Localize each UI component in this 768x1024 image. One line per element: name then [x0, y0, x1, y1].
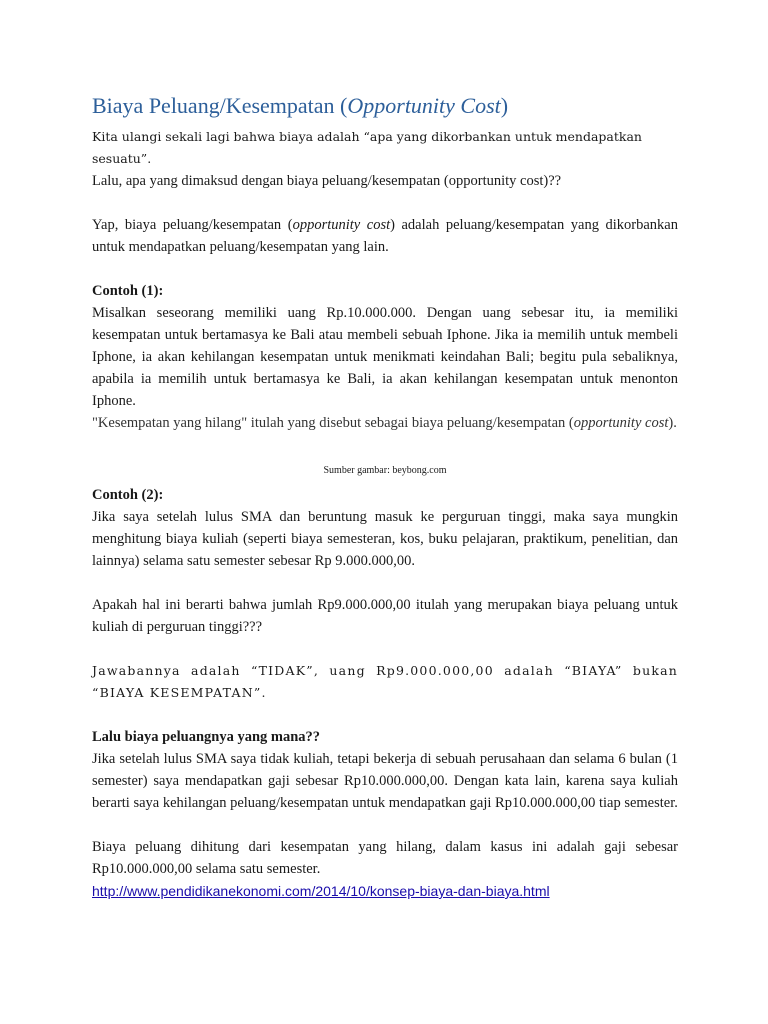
title-close: )	[500, 93, 509, 118]
section-3-body: Jika setelah lulus SMA saya tidak kuliah, tetapi bekerja di sebuah perusahaan dan selama 6 bulan (1 semester) saya mendapatkan gaji sebesar Rp10.000.000,00. Dengan kata lain, karena saya kuliah berarti saya kehilangan peluang/kesempatan untuk mendapatkan gaji Rp10.000.000,00 tiap semester.	[92, 751, 678, 811]
intro-paragraph	[92, 126, 678, 192]
example-1-quote	[92, 412, 678, 434]
example-1-quote-italic: opportunity cost	[573, 415, 669, 431]
title-italic: Opportunity Cost	[347, 93, 501, 118]
example-2-answer: Jawabannya adalah “TIDAK”, uang Rp9.000.000,00 adalah “BIAYA” bukan “BIAYA KESEMPATAN”.	[92, 663, 678, 700]
document-page	[92, 92, 678, 902]
answer-paragraph	[92, 660, 678, 704]
example-2-section	[92, 484, 678, 572]
question-paragraph	[92, 594, 678, 638]
intro-line-2: Lalu, apa yang dimaksud dengan biaya peluang/kesempatan (opportunity cost)??	[92, 173, 562, 189]
definition-before: Yap, biaya peluang/kesempatan (	[92, 217, 293, 233]
example-1-quote-before: "Kesempatan yang hilang" itulah yang disebut sebagai biaya peluang/kesempatan (	[92, 415, 574, 431]
example-1-section	[92, 280, 678, 434]
example-2-question: Apakah hal ini berarti bahwa jumlah Rp9.000.000,00 itulah yang merupakan biaya peluang untuk kuliah di perguruan tinggi???	[92, 597, 678, 635]
intro-line-1: Kita ulangi sekali lagi bahwa biaya adalah “apa yang dikorbankan untuk mendapatkan sesuatu”.	[92, 129, 642, 166]
section-3-heading: Lalu biaya peluangnya yang mana??	[92, 729, 321, 745]
conclusion-paragraph	[92, 836, 678, 902]
example-2-heading: Contoh (2):	[92, 487, 164, 503]
example-1-heading: Contoh (1):	[92, 283, 164, 299]
example-1-body: Misalkan seseorang memiliki uang Rp.10.000.000. Dengan uang sebesar itu, ia memiliki kesempatan untuk bertamasya ke Bali atau membeli sebuah Iphone. Jika ia memilih untuk membeli Iphone, ia akan kehilangan kesempatan untuk menikmati keindahan Bali; begitu pula sebaliknya, apabila ia memilih untuk bertamasya ke Bali, ia akan kehilangan kesempatan untuk menonton Iphone.	[92, 305, 678, 409]
example-2-body: Jika saya setelah lulus SMA dan beruntung masuk ke perguruan tinggi, maka saya mungkin menghitung biaya kuliah (seperti biaya semesteran, kos, buku pelajaran, praktikum, penelitian, dan lainnya) selama satu semester sebesar Rp 9.000.000,00.	[92, 509, 678, 569]
definition-italic: opportunity cost	[292, 217, 391, 233]
title-main: Biaya Peluang/Kesempatan (	[92, 93, 348, 118]
definition-after: ) adalah peluang/kesempatan yang dikorbankan untuk mendapatkan peluang/kesempatan yang lain.	[92, 217, 678, 255]
section-3	[92, 726, 678, 814]
example-1-quote-after: ).	[668, 415, 677, 431]
definition-text	[92, 214, 678, 258]
source-link[interactable]: http://www.pendidikanekonomi.com/2014/10/konsep-biaya-dan-biaya.html	[92, 883, 550, 899]
section-3-conclusion: Biaya peluang dihitung dari kesempatan yang hilang, dalam kasus ini adalah gaji sebesar Rp10.000.000,00 selama satu semester.	[92, 839, 678, 877]
page-title	[92, 92, 678, 120]
definition-paragraph	[92, 214, 678, 258]
image-caption: Sumber gambar: beybong.com	[323, 465, 447, 476]
